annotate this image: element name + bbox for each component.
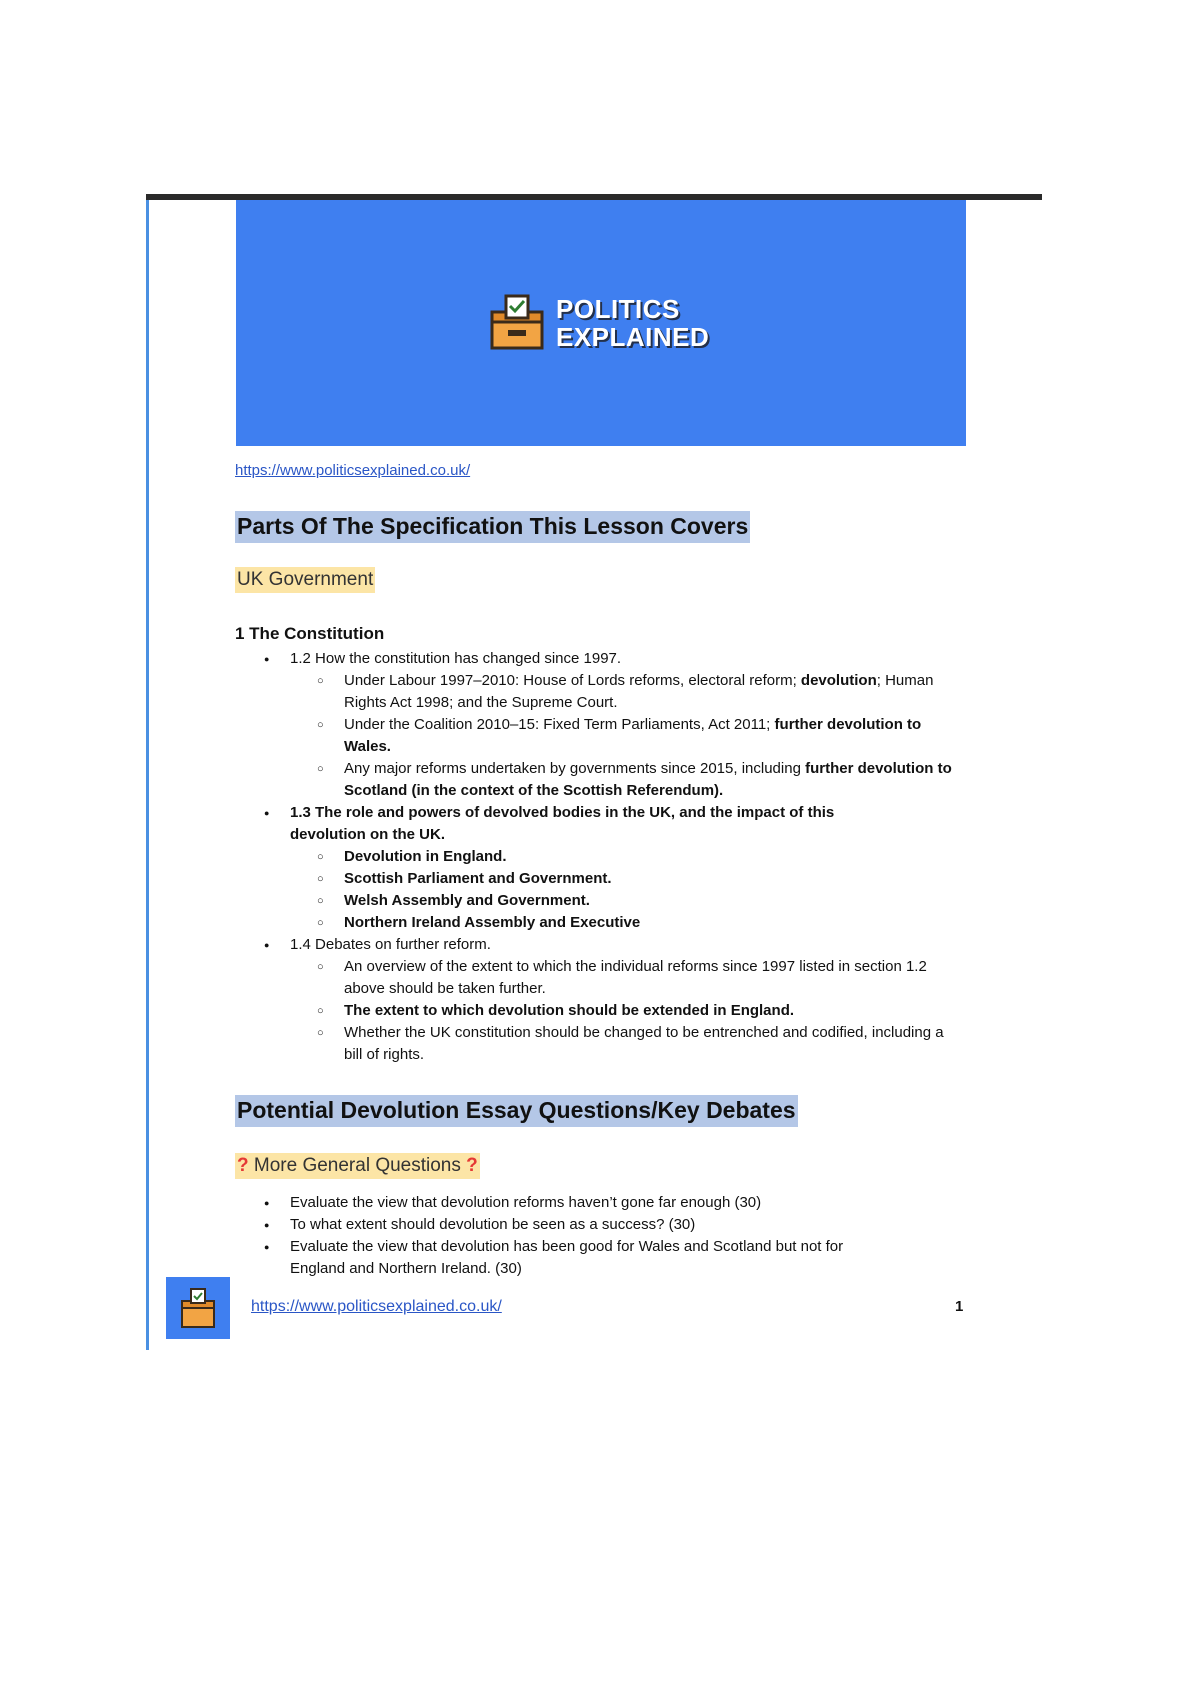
list-subitem: ○ Scottish Parliament and Government. — [149, 868, 964, 890]
brand-logo-text — [556, 295, 709, 351]
list-subitem: ○ Devolution in England. — [149, 846, 964, 868]
brand-line-1: POLITICS — [556, 294, 680, 324]
heading-essay-questions: Potential Devolution Essay Questions/Key Debates — [235, 1095, 798, 1127]
document-page — [146, 200, 1042, 1350]
question-item: ● Evaluate the view that devolution has been good for Wales and Scotland but not for England and Northern Ireland. (30) — [149, 1236, 890, 1280]
list-item: ● 1.2 How the constitution has changed since 1997. — [149, 648, 890, 670]
list-subitem: ○ Any major reforms undertaken by governments since 2015, including further devolution to Scotland (in the context of the Scottish Referendum). — [149, 758, 964, 802]
page-number: 1 — [955, 1298, 964, 1315]
site-link-top[interactable]: https://www.politicsexplained.co.uk/ — [235, 462, 471, 479]
question-mark-icon: ? — [237, 1155, 249, 1176]
footer-logo — [166, 1277, 230, 1339]
list-subitem: ○ An overview of the extent to which the individual reforms since 1997 listed in section 1.2 above should be taken further. — [149, 956, 964, 1000]
list-subitem: ○ Under Labour 1997–2010: House of Lords reforms, electoral reform; devolution; Human Rights Act 1998; and the Supreme Court. — [149, 670, 964, 714]
list-item: ● 1.3 The role and powers of devolved bodies in the UK, and the impact of this devolution on the UK. — [149, 802, 890, 846]
list-item: ● 1.4 Debates on further reform. — [149, 934, 890, 956]
specification-list — [149, 648, 1045, 1066]
question-mark-icon: ? — [466, 1155, 478, 1176]
brand-line-2: EXPLAINED — [556, 322, 710, 352]
question-item: ● To what extent should devolution be seen as a success? (30) — [149, 1214, 890, 1236]
section-title: 1 The Constitution — [235, 624, 385, 643]
list-subitem: ○ Welsh Assembly and Government. — [149, 890, 964, 912]
site-link-footer[interactable]: https://www.politicsexplained.co.uk/ — [251, 1298, 502, 1315]
subheading-general-questions — [235, 1153, 480, 1179]
ballot-box-icon — [486, 290, 548, 352]
list-subitem: ○ Northern Ireland Assembly and Executive — [149, 912, 964, 934]
subheading-label: More General Questions — [253, 1155, 461, 1176]
ballot-box-icon — [166, 1277, 230, 1339]
list-subitem: ○ The extent to which devolution should be extended in England. — [149, 1000, 964, 1022]
heading-specification: Parts Of The Specification This Lesson Covers — [235, 511, 750, 543]
subheading-uk-government: UK Government — [235, 567, 375, 593]
questions-list — [149, 1192, 1045, 1280]
question-item: ● Evaluate the view that devolution reforms haven’t gone far enough (30) — [149, 1192, 890, 1214]
header-banner — [236, 200, 966, 446]
list-subitem: ○ Under the Coalition 2010–15: Fixed Term Parliaments, Act 2011; further devolution to Wales. — [149, 714, 964, 758]
list-subitem: ○ Whether the UK constitution should be changed to be entrenched and codified, including a bill of rights. — [149, 1022, 964, 1066]
